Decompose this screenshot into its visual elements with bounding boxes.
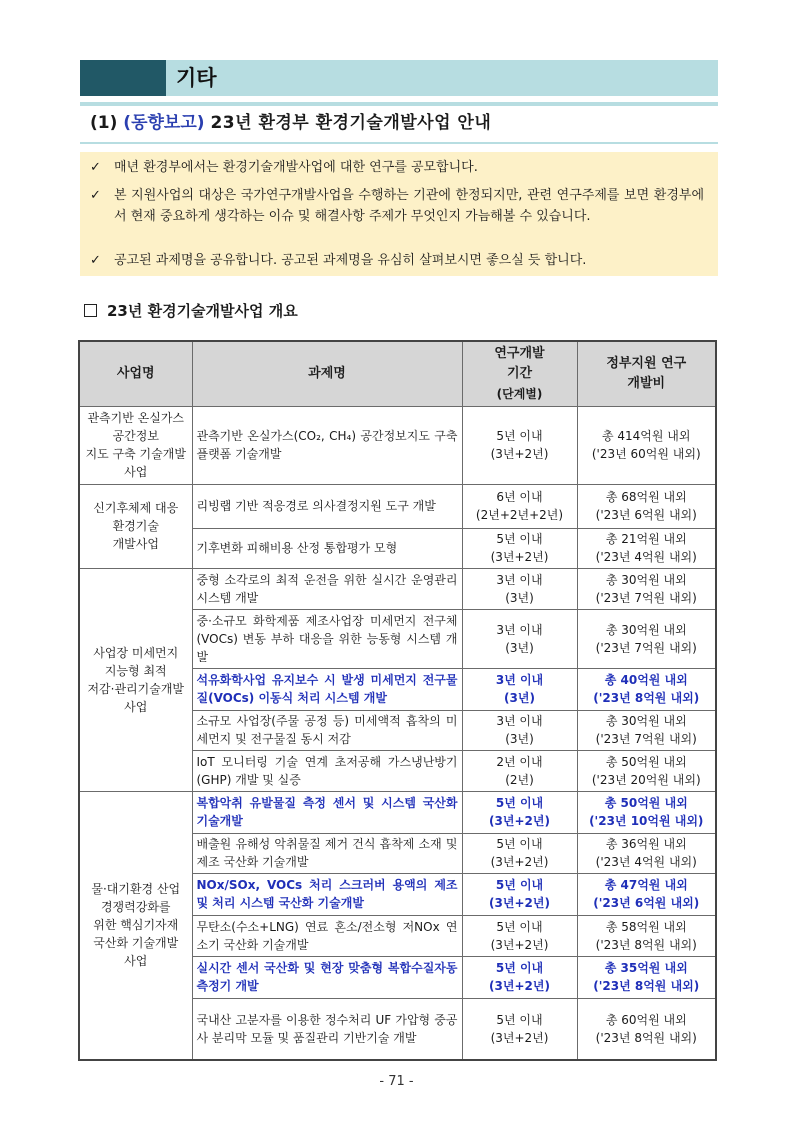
budget-line: ('23년 4억원 내외) [595, 855, 697, 869]
period-cell [462, 833, 577, 873]
check-icon: ✓ [90, 160, 101, 175]
period-line: (3년+2년) [490, 1030, 549, 1045]
budget-cell [577, 528, 716, 568]
period-line: 5년 이내 [495, 796, 544, 810]
header-budget-line: 개발비 [627, 375, 666, 391]
budget-line: ('23년 4억원 내외) [595, 550, 697, 564]
budget-line: ('23년 10억원 내외) [589, 814, 704, 828]
group-name-line: 지도 구축 기술개발 [85, 447, 186, 461]
period-cell [462, 915, 577, 956]
budget-cell [577, 833, 716, 873]
period-line: 3년 이내 [496, 622, 543, 637]
budget-line: 총 21억원 내외 [605, 532, 687, 546]
task-cell: 리빙랩 기반 적응경로 의사결정지원 도구 개발 [192, 484, 462, 528]
budget-cell [577, 710, 716, 750]
period-line: (3년+2년) [490, 447, 549, 461]
group-name-line: 경쟁력강화를 [100, 900, 171, 915]
table-row-highlighted [79, 791, 716, 833]
divider [80, 102, 718, 106]
budget-line: 총 58억원 내외 [605, 919, 687, 934]
task-cell: 석유화학사업 유지보수 시 발생 미세먼지 전구물질(VOCs) 이동식 처리 시스템 개발 [192, 668, 462, 710]
header-biz: 사업명 [79, 341, 192, 406]
group-name-line: 위한 핵심기자재 [93, 918, 179, 933]
task-cell: 중형 소각로의 최적 운전을 위한 실시간 운영관리시스템 개발 [192, 568, 462, 609]
overview-heading [84, 300, 298, 322]
group-name-line: 개발사업 [112, 537, 159, 551]
section-header-accent [80, 60, 166, 96]
group-name [79, 406, 192, 484]
task-cell: 무탄소(수소+LNG) 연료 혼소/전소형 저NOx 연소기 국산화 기술개발 [192, 915, 462, 956]
notice-text: 공고된 과제명을 공유합니다. 공고된 과제명을 유심히 살펴보시면 좋으실 듯 합니다. [114, 253, 587, 268]
budget-cell [577, 406, 716, 484]
budget-line: 총 60억원 내외 [605, 1012, 687, 1027]
budget-cell [577, 750, 716, 791]
notice-text: 매년 환경부에서는 환경기술개발사업에 대한 연구를 공모합니다. [114, 160, 478, 175]
section-title: 기타 [176, 66, 217, 90]
table-row [79, 568, 716, 609]
period-line: 5년 이내 [496, 1012, 543, 1027]
page-number: - 71 - [379, 1074, 414, 1089]
header-period-line: 연구개발 [494, 345, 545, 361]
period-line: 6년 이내 [496, 490, 543, 504]
period-line: 5년 이내 [496, 532, 543, 546]
budget-line: ('23년 7억원 내외) [595, 590, 697, 605]
subtitle-text: 23년 환경부 환경기술개발사업 안내 [210, 113, 492, 133]
check-icon: ✓ [90, 188, 101, 203]
period-cell [462, 791, 577, 833]
budget-line: 총 35억원 내외 [604, 961, 688, 975]
group-name-line: 사업 [124, 699, 148, 714]
period-cell [462, 484, 577, 528]
task-cell: 중·소규모 화학제품 제조사업장 미세먼지 전구체(VOCs) 변동 부하 대응을 위한 능동형 시스템 개발 [192, 609, 462, 668]
task-cell: 복합악취 유발물질 측정 센서 및 시스템 국산화 기술개발 [192, 791, 462, 833]
budget-cell [577, 568, 716, 609]
header-task: 과제명 [192, 341, 462, 406]
budget-cell [577, 873, 716, 915]
group-name-line: 사업장 미세먼지 [93, 645, 179, 660]
subtitle-number: (1) [90, 113, 118, 133]
period-line: 5년 이내 [496, 837, 543, 851]
budget-line: 총 50억원 내외 [605, 754, 687, 769]
budget-line: 총 30억원 내외 [605, 714, 687, 728]
group-name-line: 물·대기환경 산업 [91, 882, 181, 897]
header-period-line: 기간 [506, 365, 533, 381]
budget-line: ('23년 6억원 내외) [595, 508, 697, 522]
budget-line: ('23년 60억원 내외) [591, 447, 701, 461]
task-cell: 기후변화 피해비용 산정 통합평가 모형 [192, 528, 462, 568]
budget-cell [577, 956, 716, 998]
period-line: (3년+2년) [489, 814, 550, 828]
period-line: (3년+2년) [490, 855, 549, 869]
notice-box [80, 152, 718, 276]
group-name-line: 저감·관리기술개발 [87, 681, 185, 696]
period-cell [462, 710, 577, 750]
group-name-line: 사업 [124, 954, 148, 969]
divider [80, 142, 718, 144]
budget-line: ('23년 20억원 내외) [591, 772, 701, 787]
budget-line: ('23년 8억원 내외) [595, 1030, 697, 1045]
group-name [79, 484, 192, 568]
period-cell [462, 998, 577, 1060]
group-name-line: 지능형 최적 [104, 663, 167, 678]
budget-line: 총 36억원 내외 [605, 837, 687, 851]
budget-line: ('23년 8억원 내외) [595, 937, 697, 952]
budget-line: 총 50억원 내외 [604, 796, 688, 810]
table-row [79, 406, 716, 484]
group-name-line: 공간정보 [112, 429, 159, 443]
period-cell [462, 956, 577, 998]
period-line: (2년+2년+2년) [475, 508, 564, 522]
period-cell [462, 873, 577, 915]
budget-cell [577, 915, 716, 956]
budget-cell [577, 609, 716, 668]
subtitle [90, 108, 491, 138]
budget-line: 총 68억원 내외 [605, 490, 687, 504]
period-line: 3년 이내 [495, 673, 544, 687]
table-row [79, 484, 716, 528]
group-name [79, 791, 192, 1060]
period-cell [462, 668, 577, 710]
period-line: (3년) [504, 691, 535, 705]
budget-cell [577, 484, 716, 528]
period-line: 5년 이내 [496, 429, 543, 443]
header-period-line: (단계별) [496, 386, 543, 401]
period-line: (3년) [505, 732, 534, 746]
header-budget [577, 341, 716, 406]
task-cell: 실시간 센서 국산화 및 현장 맞춤형 복합수질자동측정기 개발 [192, 956, 462, 998]
period-cell [462, 528, 577, 568]
task-cell: 관측기반 온실가스(CO₂, CH₄) 공간정보지도 구축 플랫폼 기술개발 [192, 406, 462, 484]
budget-line: 총 47억원 내외 [604, 878, 688, 892]
overview-title: 23년 환경기술개발사업 개요 [107, 302, 298, 320]
task-cell: 소규모 사업장(주물 공정 등) 미세액적 흡착의 미세먼지 및 전구물질 동시 저감 [192, 710, 462, 750]
period-line: 5년 이내 [495, 961, 544, 975]
project-table [78, 340, 717, 1061]
period-line: (2년) [505, 772, 534, 787]
period-line: (3년) [505, 640, 534, 655]
header-period [462, 341, 577, 406]
budget-line: ('23년 8억원 내외) [593, 691, 700, 705]
header-budget-line: 정부지원 연구 [606, 355, 687, 371]
period-line: 5년 이내 [495, 878, 544, 892]
period-line: (3년) [505, 590, 534, 605]
budget-cell [577, 791, 716, 833]
budget-line: ('23년 6억원 내외) [593, 896, 700, 910]
budget-cell [577, 998, 716, 1060]
budget-line: 총 414억원 내외 [602, 429, 691, 443]
task-cell: IoT 모니터링 기술 연계 초저공해 가스냉난방기(GHP) 개발 및 실증 [192, 750, 462, 791]
task-cell: NOx/SOx, VOCs 처리 스크러버 용액의 제조 및 처리 시스템 국산화 기술개발 [192, 873, 462, 915]
budget-cell [577, 668, 716, 710]
check-icon: ✓ [90, 253, 101, 268]
group-name-line: 신기후체제 대응 [93, 501, 179, 515]
subtitle-tag: (동향보고) [123, 113, 205, 133]
budget-line: ('23년 8억원 내외) [593, 979, 700, 993]
period-line: (3년+2년) [489, 896, 550, 910]
budget-line: 총 30억원 내외 [605, 572, 687, 587]
period-cell [462, 750, 577, 791]
period-line: 3년 이내 [496, 714, 543, 728]
task-cell: 배출원 유해성 악취물질 제거 건식 흡착제 소재 및 제조 국산화 기술개발 [192, 833, 462, 873]
period-line: (3년+2년) [489, 979, 550, 993]
group-name-line: 환경기술 [112, 519, 159, 533]
group-name-line: 사업 [124, 465, 148, 479]
period-line: 2년 이내 [496, 754, 543, 769]
budget-line: 총 30억원 내외 [605, 622, 687, 637]
period-cell [462, 406, 577, 484]
budget-line: 총 40억원 내외 [604, 673, 688, 687]
group-name-line: 관측기반 온실가스 [87, 411, 185, 425]
period-line: (3년+2년) [490, 550, 549, 564]
period-line: 5년 이내 [496, 919, 543, 934]
task-cell: 국내산 고분자를 이용한 정수처리 UF 가압형 중공사 분리막 모듈 및 품질관리 기반기술 개발 [192, 998, 462, 1060]
group-name-line: 국산화 기술개발 [93, 936, 179, 951]
budget-line: ('23년 7억원 내외) [595, 732, 697, 746]
period-cell [462, 568, 577, 609]
checkbox-square-icon [84, 304, 97, 317]
notice-text: 본 지원사업의 대상은 국가연구개발사업을 수행하는 기관에 한정되지만, 관련 연구주제를 보면 환경부에서 현재 중요하게 생각하는 이슈 및 해결사항 주제가 무엇인지 가늠해볼 수 있습니다. [114, 188, 704, 224]
period-line: (3년+2년) [490, 937, 549, 952]
budget-line: ('23년 7억원 내외) [595, 640, 697, 655]
period-cell [462, 609, 577, 668]
group-name [79, 568, 192, 791]
table-header-row [79, 341, 716, 406]
period-line: 3년 이내 [496, 572, 543, 587]
